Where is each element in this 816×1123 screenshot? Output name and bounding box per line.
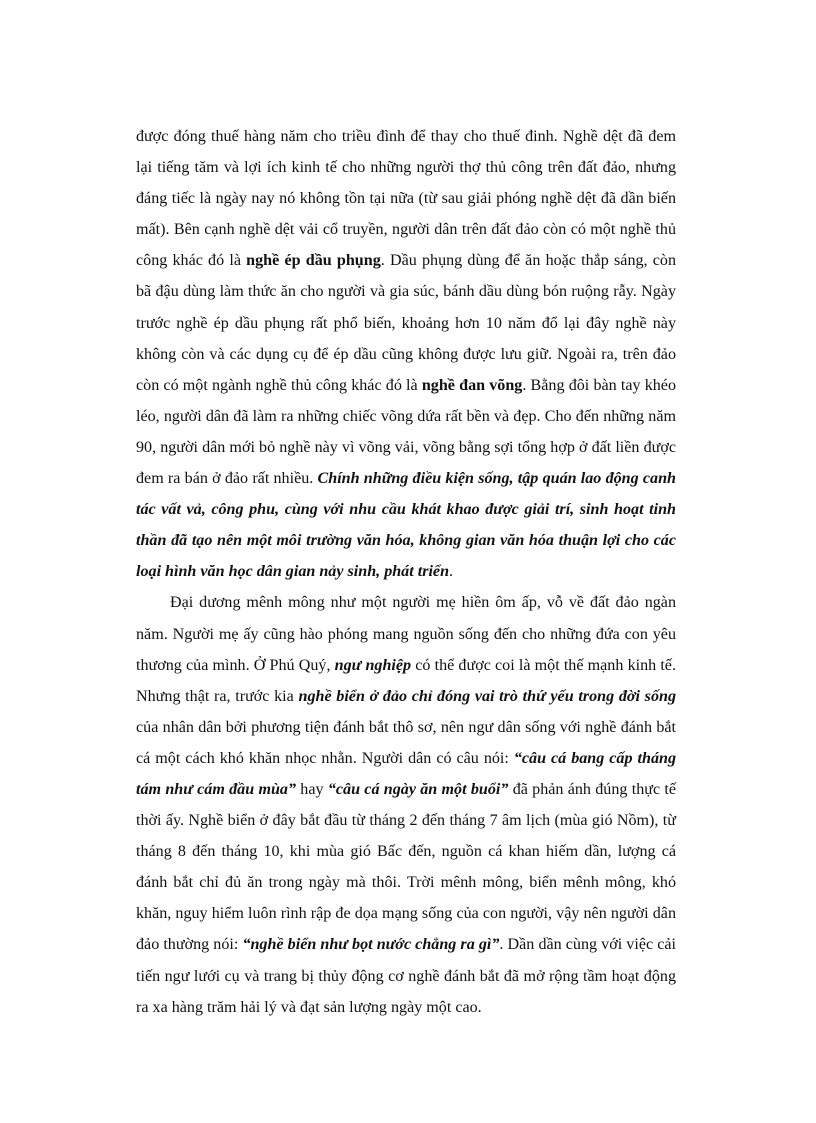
bold-italic-text-run: “nghề biển như bọt nước chẳng ra gì” (242, 936, 500, 954)
bold-italic-text-run: nghề biển ở đảo chỉ đóng vai trò thứ yếu trong đời sống (298, 687, 676, 705)
text-run: có thể được coi là một thế mạnh kinh tế. Nhưng thật ra, trước kia (136, 656, 676, 705)
bold-text-run: nghề đan võng (421, 376, 523, 394)
bold-italic-text-run: “câu cá bang cấp tháng tám như cám đầu mùa” (136, 749, 676, 798)
text-run: đã phản ánh đúng thực tế thời ấy. Nghề biển ở đây bắt đầu từ tháng 2 đến tháng 7 âm lịch (mùa gió Nồm), từ tháng 8 đến tháng 10, khi mùa gió Bấc đến, nguồn cá khan hiếm dần, lượng cá đánh bắt chỉ đủ ăn trong ngày mà thôi. Trời mênh mông, biển mênh mông, khó khăn, nguy hiểm luôn rình rập đe dọa mạng sống của con người, vậy nên người dân đảo thường nói: (136, 780, 677, 954)
paragraph (136, 587, 676, 1022)
bold-italic-text-run: ngư nghiệp (334, 656, 412, 674)
text-run: . Dần dần cùng với việc cải tiến ngư lưới cụ và trang bị thủy động cơ nghề đánh bắt đã mở rộng tầm hoạt động ra xa hàng trăm hải lý và đạt sản lượng ngày một cao. (136, 936, 676, 1016)
text-run: được đóng thuế hàng năm cho triều đình để thay cho thuế đinh. Nghề dệt đã đem lại tiếng tăm và lợi ích kinh tế cho những người thợ thủ công trên đất đảo, nhưng đáng tiếc là ngày nay nó không tồn tại nữa (từ sau giải phóng nghề dệt đã dần biến mất). Bên cạnh nghề dệt vải cổ truyền, người dân trên đất đảo còn có một nghề thủ công khác đó là (136, 128, 676, 270)
text-run: của nhân dân bởi phương tiện đánh bắt thô sơ, nên ngư dân sống với nghề đánh bắt cá một cách khó khăn nhọc nhằn. Người dân có câu nói: (136, 718, 676, 767)
bold-italic-text-run: “câu cá ngày ăn một buổi” (327, 780, 509, 798)
text-run: hay (296, 780, 328, 798)
document-page (136, 121, 676, 1023)
text-run: Đại dương mênh mông như một người mẹ hiền ôm ấp, vỗ về đất đảo ngàn năm. Người mẹ ấy cũng hào phóng mang nguồn sống đến cho những đứa con yêu thương của mình. Ở Phú Quý, (136, 594, 676, 674)
bold-text-run: nghề ép dầu phụng (246, 252, 381, 270)
bold-italic-text-run: Chính những điều kiện sống, tập quán lao động canh tác vất vả, công phu, cùng với nhu cầu khát khao được giải trí, sinh hoạt tinh thần đã tạo nên một môi trường văn hóa, không gian văn hóa thuận lợi cho các loại hình văn học dân gian nảy sinh, phát triển (136, 470, 676, 581)
text-run: . (449, 563, 454, 581)
text-run: . Dầu phụng dùng để ăn hoặc thắp sáng, còn bã đậu dùng làm thức ăn cho người và gia súc, bánh dầu dùng bón ruộng rẫy. Ngày trước nghề ép dầu phụng rất phổ biến, khoảng hơn 10 năm đổ lại đây nghề này không còn và các dụng cụ để ép dầu cũng không được lưu giữ. Ngoài ra, trên đảo còn có một ngành nghề thủ công khác đó là (136, 252, 677, 394)
paragraph (136, 121, 676, 587)
text-run: . Bằng đôi bàn tay khéo léo, người dân đã làm ra những chiếc võng dứa rất bền và đẹp. Cho đến những năm 90, người dân mới bỏ nghề này vì võng vải, võng bằng sợi tổng hợp ở đất liền được đem ra bán ở đảo rất nhiều. (136, 376, 676, 488)
